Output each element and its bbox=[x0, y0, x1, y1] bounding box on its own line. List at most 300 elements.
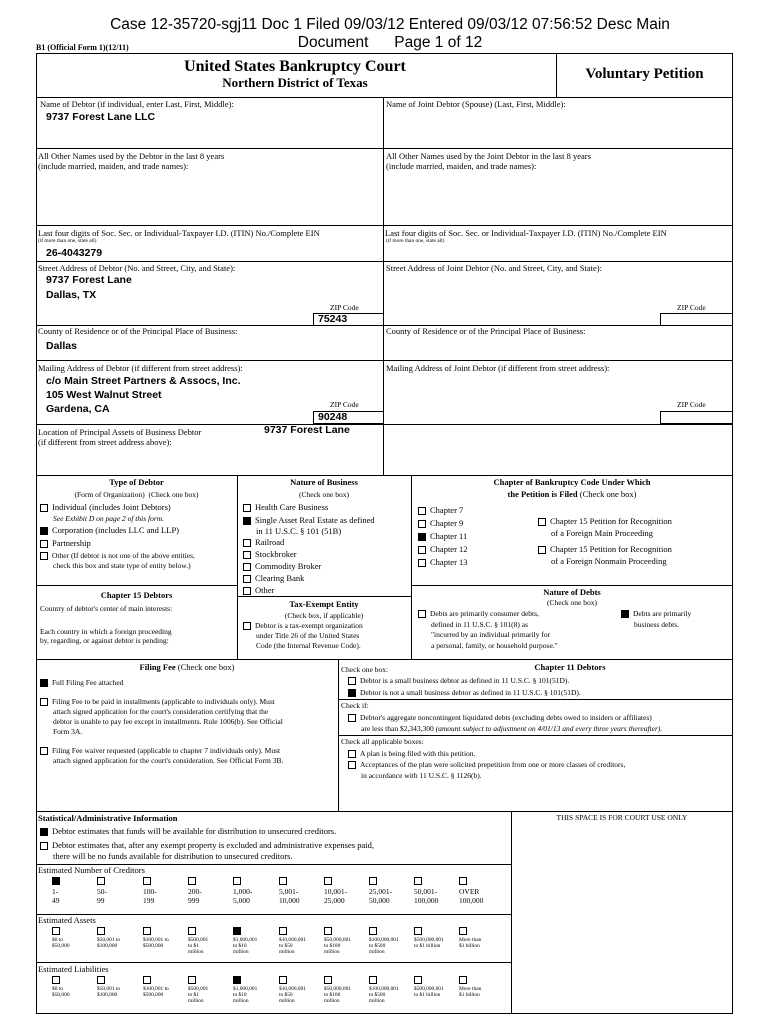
type-individual-label: Individual (includes Joint Debtors) bbox=[52, 502, 171, 512]
assets-range-label: to $100 bbox=[324, 943, 341, 950]
liabilities-range-label: million bbox=[369, 998, 385, 1005]
debtor-ein: 26-4043279 bbox=[46, 247, 103, 259]
liabilities-range-label: $50,001 to bbox=[97, 986, 121, 992]
type-individual-checkbox[interactable] bbox=[40, 504, 48, 512]
chapter-9-option[interactable] bbox=[418, 518, 463, 528]
liabilities-range-label: million bbox=[233, 998, 249, 1005]
chapter-15-nonmain-checkbox[interactable] bbox=[538, 546, 546, 554]
assets-range-label: $100,001 to bbox=[143, 937, 169, 943]
debtor-mail-3: Gardena, CA bbox=[46, 403, 110, 415]
assets-range-label: $500,000,001 bbox=[414, 937, 444, 943]
liabilities-range-label: to $500 bbox=[369, 992, 386, 999]
chapter-15-main-note: of a Foreign Main Proceeding bbox=[551, 528, 653, 538]
chapter-13-label: Chapter 13 bbox=[430, 557, 468, 567]
no-funds-line-2: there will be no funds available for distribution to unsecured creditors. bbox=[53, 851, 293, 861]
type-of-debtor-title: Type of Debtor bbox=[109, 477, 164, 487]
consumer-debts-line-4: a personal, family, or household purpose." bbox=[431, 641, 558, 650]
not-small-business-checkbox[interactable] bbox=[348, 689, 356, 697]
consumer-debts-line-3: "incurred by an individual primarily for bbox=[431, 630, 551, 639]
nb-clearing-checkbox[interactable] bbox=[243, 575, 251, 583]
debtor-street-2: Dallas, TX bbox=[46, 289, 97, 301]
liabilities-option[interactable] bbox=[52, 976, 96, 998]
chapter-7-checkbox[interactable] bbox=[418, 507, 426, 515]
liabilities-range-label: $0 to bbox=[52, 986, 63, 992]
nb-railroad-option[interactable] bbox=[243, 537, 284, 547]
tax-exempt-checkbox[interactable] bbox=[243, 622, 251, 630]
creditors-range-label: 25,001- bbox=[369, 887, 393, 897]
debtor-ein-label: Last four digits of Soc. Sec. or Individual-Taxpayer I.D. (ITIN) No./Complete EIN bbox=[38, 228, 320, 238]
chapter-15-main-label: Chapter 15 Petition for Recognition bbox=[550, 516, 672, 526]
plan-filed-label: A plan is being filed with this petition. bbox=[360, 749, 476, 758]
stats-title: Statistical/Administrative Information bbox=[38, 813, 178, 823]
creditors-option[interactable] bbox=[369, 877, 413, 905]
liabilities-range-label: million bbox=[279, 998, 295, 1005]
installment-fee-label: Filing Fee to be paid in installments (applicable to individuals only). Must bbox=[52, 697, 275, 706]
installment-fee-checkbox[interactable] bbox=[40, 698, 48, 706]
creditors-checkbox[interactable] bbox=[52, 877, 60, 885]
acceptances-line-2: in accordance with 11 U.S.C. § 1126(b). bbox=[361, 771, 482, 780]
acceptances-option[interactable] bbox=[348, 760, 625, 769]
ch11-check-one: Check one box: bbox=[341, 665, 389, 674]
chapter-15-main-option[interactable] bbox=[538, 516, 672, 526]
joint-ein-sub: (if more than one, state all) bbox=[386, 238, 445, 244]
chapter-9-checkbox[interactable] bbox=[418, 520, 426, 528]
creditors-range-label: 100,000 bbox=[414, 896, 439, 906]
nb-clearing-option[interactable] bbox=[243, 573, 304, 583]
assets-checkbox[interactable] bbox=[279, 927, 287, 935]
liabilities-range-label: million bbox=[324, 998, 340, 1005]
installment-fee-line-2: attach signed application for the court's consideration certifying that the bbox=[53, 707, 269, 716]
creditors-option[interactable] bbox=[52, 877, 96, 905]
joint-other-names-sub: (include married, maiden, and trade names): bbox=[386, 161, 537, 171]
liabilities-title: Estimated Liabilities bbox=[38, 964, 109, 974]
liabilities-range-label: $50,000 bbox=[52, 992, 70, 999]
type-partnership-checkbox[interactable] bbox=[40, 540, 48, 548]
tax-exempt-title: Tax-Exempt Entity bbox=[289, 599, 359, 609]
assets-range-label: $100,000,001 bbox=[369, 937, 399, 943]
small-business-checkbox[interactable] bbox=[348, 677, 356, 685]
joint-mail-label: Mailing Address of Joint Debtor (if different from street address): bbox=[386, 363, 610, 373]
small-business-label: Debtor is a small business debtor as defined in 11 U.S.C. § 101(51D). bbox=[360, 676, 570, 685]
funds-available-label: Debtor estimates that funds will be available for distribution to unsecured creditors. bbox=[52, 826, 337, 836]
installment-fee-line-4: Form 3A. bbox=[53, 727, 83, 736]
debtor-street-1: 9737 Forest Lane bbox=[46, 274, 132, 286]
liabilities-range-label: to $1 billion bbox=[414, 992, 441, 999]
type-individual-option[interactable] bbox=[40, 502, 171, 512]
creditors-range-label: 5,001- bbox=[279, 887, 299, 897]
assets-checkbox[interactable] bbox=[459, 927, 467, 935]
joint-county-label: County of Residence or of the Principal Place of Business: bbox=[386, 326, 586, 336]
nb-stockbroker-checkbox[interactable] bbox=[243, 551, 251, 559]
creditors-option[interactable] bbox=[324, 877, 368, 905]
assets-option[interactable] bbox=[324, 927, 368, 956]
creditors-option[interactable] bbox=[188, 877, 232, 905]
liabilities-range-label: More than bbox=[459, 986, 482, 992]
debtor-street-label: Street Address of Debtor (No. and Street, City, and State): bbox=[38, 263, 236, 273]
no-funds-checkbox[interactable] bbox=[40, 842, 48, 850]
creditors-checkbox[interactable] bbox=[324, 877, 332, 885]
assets-checkbox[interactable] bbox=[369, 927, 377, 935]
type-other-label: Other (If debtor is not one of the above entities, bbox=[52, 551, 195, 560]
liabilities-option[interactable] bbox=[279, 976, 323, 1005]
liabilities-range-label: $100,000,001 bbox=[369, 986, 399, 992]
creditors-checkbox[interactable] bbox=[369, 877, 377, 885]
creditors-range-label: 10,001- bbox=[324, 887, 348, 897]
consumer-debts-label: Debts are primarily consumer debts, bbox=[430, 609, 539, 618]
assets-option[interactable] bbox=[414, 927, 458, 949]
nb-health-option[interactable] bbox=[243, 502, 328, 512]
assets-checkbox[interactable] bbox=[414, 927, 422, 935]
liabilities-option[interactable] bbox=[143, 976, 187, 998]
assets-option[interactable] bbox=[459, 927, 503, 949]
creditors-checkbox[interactable] bbox=[459, 877, 467, 885]
liabilities-range-label: to $10 bbox=[233, 992, 247, 999]
type-other-note: check this box and state type of entity below.) bbox=[53, 561, 191, 570]
assets-range-label: million bbox=[369, 949, 385, 956]
assets-range-label: million bbox=[279, 949, 295, 956]
creditors-range-label: 200- bbox=[188, 887, 202, 897]
tax-exempt-option[interactable] bbox=[243, 621, 363, 630]
liabilities-range-label: million bbox=[188, 998, 204, 1005]
creditors-range-label: 10,000 bbox=[279, 896, 300, 906]
assets-range-label: More than bbox=[459, 937, 482, 943]
assets-range-label: $1 billion bbox=[459, 943, 480, 950]
assets-checkbox[interactable] bbox=[52, 927, 60, 935]
chapter-7-option[interactable] bbox=[418, 505, 463, 515]
creditors-range-label: 99 bbox=[97, 896, 105, 906]
nature-debts-title: Nature of Debts bbox=[543, 587, 601, 597]
chapter-15-nonmain-label: Chapter 15 Petition for Recognition bbox=[550, 544, 672, 554]
nb-commodity-option[interactable] bbox=[243, 561, 321, 571]
chapter-12-option[interactable] bbox=[418, 544, 468, 554]
aggregate-debts-option[interactable] bbox=[348, 713, 652, 722]
nb-stockbroker-option[interactable] bbox=[243, 549, 297, 559]
debtor-name: 9737 Forest Lane LLC bbox=[46, 111, 156, 123]
chapter-13-checkbox[interactable] bbox=[418, 559, 426, 567]
no-funds-label: Debtor estimates that, after any exempt property is excluded and administrative expenses paid, bbox=[52, 840, 374, 850]
creditors-checkbox[interactable] bbox=[414, 877, 422, 885]
installment-fee-option[interactable] bbox=[40, 697, 275, 706]
creditors-checkbox[interactable] bbox=[188, 877, 196, 885]
nb-single-asset-label: Single Asset Real Estate as defined bbox=[255, 515, 375, 525]
chapter15-each-1: Each country in which a foreign proceeding bbox=[40, 627, 172, 636]
acceptances-label: Acceptances of the plan were solicited prepetition from one or more classes of creditors, bbox=[360, 760, 626, 769]
business-debts-checkbox[interactable] bbox=[621, 610, 629, 618]
type-other-option[interactable] bbox=[40, 551, 195, 560]
liabilities-checkbox[interactable] bbox=[324, 976, 332, 984]
consumer-debts-checkbox[interactable] bbox=[418, 610, 426, 618]
creditors-option[interactable] bbox=[143, 877, 187, 905]
assets-range-label: $500,000 bbox=[143, 943, 164, 950]
chapter-15-nonmain-note: of a Foreign Nonmain Proceeding bbox=[551, 556, 667, 566]
nature-debts-sub: (Check one box) bbox=[547, 598, 597, 607]
creditors-title: Estimated Number of Creditors bbox=[38, 865, 145, 875]
fee-waiver-line-2: attach signed application for the court's consideration. See Official Form 3B. bbox=[53, 756, 284, 765]
nb-other-label: Other bbox=[255, 585, 275, 595]
creditors-range-label: 100,000 bbox=[459, 896, 484, 906]
consumer-debts-line-2: defined in 11 U.S.C. § 101(8) as bbox=[431, 620, 529, 629]
type-individual-note: See Exhibit D on page 2 of this form. bbox=[53, 514, 165, 523]
type-other-checkbox[interactable] bbox=[40, 552, 48, 560]
assets-option[interactable] bbox=[52, 927, 96, 949]
nb-other-option[interactable] bbox=[243, 585, 274, 595]
fee-waiver-checkbox[interactable] bbox=[40, 747, 48, 755]
chapter15-debtors-title: Chapter 15 Debtors bbox=[100, 590, 173, 600]
assets-option[interactable] bbox=[233, 927, 277, 956]
assets-range-label: to $10 bbox=[233, 943, 247, 950]
liabilities-range-label: $100,000 bbox=[97, 992, 118, 999]
liabilities-checkbox[interactable] bbox=[459, 976, 467, 984]
creditors-range-label: 50- bbox=[97, 887, 107, 897]
assets-checkbox[interactable] bbox=[324, 927, 332, 935]
assets-option[interactable] bbox=[188, 927, 232, 956]
creditors-range-label: 25,000 bbox=[324, 896, 345, 906]
funds-available-checkbox[interactable] bbox=[40, 828, 48, 836]
liabilities-range-label: $100,001 to bbox=[143, 986, 169, 992]
chapter-11-option[interactable] bbox=[418, 531, 467, 541]
nb-single-asset-note: in 11 U.S.C. § 101 (51B) bbox=[256, 526, 342, 536]
assets-option[interactable] bbox=[279, 927, 323, 956]
joint-other-names-label: All Other Names used by the Joint Debtor in the last 8 years bbox=[386, 151, 591, 161]
joint-zip-label: ZIP Code bbox=[677, 303, 706, 312]
chapter15-each-2: by, regarding, or against debtor is pending: bbox=[40, 636, 169, 645]
small-business-option[interactable] bbox=[348, 676, 569, 685]
debtor-mail-1: c/o Main Street Partners & Assocs, Inc. bbox=[46, 375, 241, 387]
creditors-range-label: OVER bbox=[459, 887, 480, 897]
liabilities-checkbox[interactable] bbox=[414, 976, 422, 984]
joint-ein-label: Last four digits of Soc. Sec. or Individual-Taxpayer I.D. (ITIN) No./Complete EIN bbox=[385, 228, 667, 238]
full-fee-checkbox[interactable] bbox=[40, 679, 48, 687]
liabilities-checkbox[interactable] bbox=[143, 976, 151, 984]
chapter-15-main-checkbox[interactable] bbox=[538, 518, 546, 526]
type-corporation-checkbox[interactable] bbox=[40, 527, 48, 535]
liabilities-checkbox[interactable] bbox=[52, 976, 60, 984]
liabilities-option[interactable] bbox=[97, 976, 141, 998]
no-funds-option[interactable] bbox=[40, 840, 374, 850]
creditors-range-label: 100- bbox=[143, 887, 157, 897]
liabilities-checkbox[interactable] bbox=[369, 976, 377, 984]
creditors-checkbox[interactable] bbox=[233, 877, 241, 885]
assets-range-label: to $500 bbox=[369, 943, 386, 950]
liabilities-option[interactable] bbox=[188, 976, 232, 1005]
creditors-checkbox[interactable] bbox=[279, 877, 287, 885]
creditors-option[interactable] bbox=[97, 877, 141, 905]
creditors-option[interactable] bbox=[459, 877, 503, 905]
creditors-range-label: 50,001- bbox=[414, 887, 438, 897]
chapter-12-checkbox[interactable] bbox=[418, 546, 426, 554]
creditors-range-label: 50,000 bbox=[369, 896, 390, 906]
type-partnership-option[interactable] bbox=[40, 538, 91, 548]
creditors-option[interactable] bbox=[233, 877, 277, 905]
assets-location-sub: (if different from street address above): bbox=[38, 437, 172, 447]
chapter-title-2: the Petition is Filed (Check one box) bbox=[507, 489, 637, 499]
nb-commodity-checkbox[interactable] bbox=[243, 563, 251, 571]
chapter-13-option[interactable] bbox=[418, 557, 468, 567]
liabilities-range-label: $50,000,001 bbox=[324, 986, 351, 992]
liabilities-range-label: $1,000,001 bbox=[233, 986, 258, 992]
debtor-county: Dallas bbox=[46, 340, 77, 352]
assets-checkbox[interactable] bbox=[188, 927, 196, 935]
tax-exempt-line-2: under Title 26 of the United States bbox=[256, 631, 360, 640]
liabilities-option[interactable] bbox=[324, 976, 368, 1005]
court-title: United States Bankruptcy Court bbox=[184, 58, 406, 75]
liabilities-option[interactable] bbox=[459, 976, 503, 998]
debtor-zip-label: ZIP Code bbox=[330, 303, 359, 312]
assets-range-label: $50,000,001 bbox=[324, 937, 351, 943]
plan-filed-checkbox[interactable] bbox=[348, 750, 356, 758]
assets-checkbox[interactable] bbox=[233, 927, 241, 935]
liabilities-range-label: $10,000,001 bbox=[279, 986, 306, 992]
assets-range-label: to $1 bbox=[188, 943, 199, 950]
debtor-ein-sub: (if more than one, state all) bbox=[38, 238, 97, 244]
fee-waiver-option[interactable] bbox=[40, 746, 280, 755]
chapter-9-label: Chapter 9 bbox=[430, 518, 464, 528]
debtor-mail-label: Mailing Address of Debtor (if different from street address): bbox=[38, 363, 243, 373]
type-of-debtor-sub: (Form of Organization) (Check one box) bbox=[74, 490, 199, 499]
liabilities-range-label: to $50 bbox=[279, 992, 293, 999]
creditors-option[interactable] bbox=[279, 877, 323, 905]
not-small-business-option[interactable] bbox=[348, 688, 581, 697]
nb-commodity-label: Commodity Broker bbox=[255, 561, 322, 571]
nb-health-checkbox[interactable] bbox=[243, 504, 251, 512]
ch11-check-all: Check all applicable boxes: bbox=[341, 737, 424, 746]
aggregate-debts-checkbox[interactable] bbox=[348, 714, 356, 722]
full-fee-label: Full Filing Fee attached bbox=[52, 678, 124, 687]
nature-business-sub: (Check one box) bbox=[299, 490, 349, 499]
chapter-7-label: Chapter 7 bbox=[430, 505, 464, 515]
ch11-debtors-title: Chapter 11 Debtors bbox=[534, 662, 606, 672]
assets-option[interactable] bbox=[97, 927, 141, 949]
joint-mail-zip-label: ZIP Code bbox=[677, 400, 706, 409]
case-header-page: Document Page 1 of 12 bbox=[297, 34, 483, 51]
assets-range-label: to $50 bbox=[279, 943, 293, 950]
chapter-12-label: Chapter 12 bbox=[430, 544, 468, 554]
aggregate-debts-line-2: are less than $2,343,300 (amount subject to adjustment on 4/01/13 and every three years thereafter). bbox=[361, 724, 663, 733]
debtor-mail-2: 105 West Walnut Street bbox=[46, 389, 162, 401]
assets-range-label: $50,001 to bbox=[97, 937, 121, 943]
tax-exempt-label: Debtor is a tax-exempt organization bbox=[255, 621, 363, 630]
nb-health-label: Health Care Business bbox=[255, 502, 329, 512]
nb-single-asset-checkbox[interactable] bbox=[243, 517, 251, 525]
nb-clearing-label: Clearing Bank bbox=[255, 573, 305, 583]
joint-name-label: Name of Joint Debtor (Spouse) (Last, First, Middle): bbox=[386, 99, 566, 109]
debtor-other-names-label: All Other Names used by the Debtor in the last 8 years bbox=[38, 151, 225, 161]
nb-other-checkbox[interactable] bbox=[243, 587, 251, 595]
assets-checkbox[interactable] bbox=[143, 927, 151, 935]
filing-fee-title: Filing Fee (Check one box) bbox=[139, 662, 235, 672]
assets-title: Estimated Assets bbox=[38, 915, 96, 925]
assets-checkbox[interactable] bbox=[97, 927, 105, 935]
liabilities-option[interactable] bbox=[414, 976, 458, 998]
assets-range-label: $50,000 bbox=[52, 943, 70, 950]
liabilities-checkbox[interactable] bbox=[279, 976, 287, 984]
creditors-range-label: 1,000- bbox=[233, 887, 253, 897]
nature-business-title: Nature of Business bbox=[290, 477, 358, 487]
chapter-11-label: Chapter 11 bbox=[430, 531, 468, 541]
assets-location-label: Location of Principal Assets of Business Debtor bbox=[38, 427, 202, 437]
consumer-debts-option[interactable] bbox=[418, 609, 539, 618]
assets-location: 9737 Forest Lane bbox=[264, 424, 350, 436]
full-fee-option[interactable] bbox=[40, 678, 123, 687]
tax-exempt-sub: (Check box, if applicable) bbox=[284, 611, 364, 620]
case-header: Case 12-35720-sgj11 Doc 1 Filed 09/03/12 Entered 09/03/12 07:56:52 Desc Main bbox=[110, 16, 670, 33]
installment-fee-line-3: debtor is unable to pay fee except in installments. Rule 1006(b). See Official bbox=[53, 717, 283, 726]
creditors-range-label: 199 bbox=[143, 896, 155, 906]
chapter15-country: Country of debtor's center of main interests: bbox=[40, 604, 173, 613]
creditors-range-label: 999 bbox=[188, 896, 200, 906]
creditors-checkbox[interactable] bbox=[97, 877, 105, 885]
nb-railroad-label: Railroad bbox=[255, 537, 285, 547]
debtor-zip: 75243 bbox=[318, 313, 348, 325]
nb-single-asset-option[interactable] bbox=[243, 515, 375, 525]
type-partnership-label: Partnership bbox=[52, 538, 91, 548]
court-use-only: THIS SPACE IS FOR COURT USE ONLY bbox=[556, 813, 688, 822]
not-small-business-label: Debtor is not a small business debtor as defined in 11 U.S.C. § 101(51D). bbox=[360, 688, 581, 697]
liabilities-range-label: $500,000 bbox=[143, 992, 164, 999]
court-district: Northern District of Texas bbox=[222, 75, 368, 90]
assets-range-label: million bbox=[188, 949, 204, 956]
fee-waiver-label: Filing Fee waiver requested (applicable to chapter 7 individuals only). Must bbox=[52, 746, 281, 755]
assets-range-label: $0 to bbox=[52, 937, 63, 943]
assets-option[interactable] bbox=[369, 927, 413, 956]
liabilities-checkbox[interactable] bbox=[233, 976, 241, 984]
assets-range-label: to $1 billion bbox=[414, 943, 441, 950]
creditors-checkbox[interactable] bbox=[143, 877, 151, 885]
business-debts-line-2: business debts. bbox=[634, 620, 679, 629]
chapter-15-nonmain-option[interactable] bbox=[538, 544, 672, 554]
liabilities-range-label: $500,000,001 bbox=[414, 986, 444, 992]
liabilities-range-label: to $100 bbox=[324, 992, 341, 999]
nb-railroad-checkbox[interactable] bbox=[243, 539, 251, 547]
liabilities-checkbox[interactable] bbox=[188, 976, 196, 984]
type-corporation-option[interactable] bbox=[40, 525, 179, 535]
assets-range-label: million bbox=[233, 949, 249, 956]
assets-range-label: million bbox=[324, 949, 340, 956]
liabilities-option[interactable] bbox=[233, 976, 277, 1005]
liabilities-option[interactable] bbox=[369, 976, 413, 1005]
funds-available-option[interactable] bbox=[40, 826, 336, 836]
petition-type: Voluntary Petition bbox=[585, 66, 704, 82]
creditors-range-label: 5,000 bbox=[233, 896, 250, 906]
acceptances-checkbox[interactable] bbox=[348, 761, 356, 769]
assets-range-label: $1,000,001 bbox=[233, 937, 258, 943]
liabilities-range-label: to $1 bbox=[188, 992, 199, 999]
assets-range-label: $10,000,001 bbox=[279, 937, 306, 943]
creditors-option[interactable] bbox=[414, 877, 458, 905]
creditors-range-label: 49 bbox=[52, 896, 60, 906]
assets-range-label: $500,001 bbox=[188, 937, 209, 943]
form-id: B1 (Official Form 1)(12/11) bbox=[36, 43, 129, 52]
ch11-check-if: Check if: bbox=[341, 701, 369, 710]
chapter-title: Chapter of Bankruptcy Code Under Which bbox=[493, 477, 651, 487]
business-debts-option[interactable] bbox=[621, 609, 691, 618]
type-corporation-label: Corporation (includes LLC and LLP) bbox=[52, 525, 180, 535]
chapter-11-checkbox[interactable] bbox=[418, 533, 426, 541]
plan-filed-option[interactable] bbox=[348, 749, 475, 758]
nb-stockbroker-label: Stockbroker bbox=[255, 549, 297, 559]
liabilities-range-label: $500,001 bbox=[188, 986, 209, 992]
assets-option[interactable] bbox=[143, 927, 187, 949]
business-debts-label: Debts are primarily bbox=[633, 609, 692, 618]
creditors-range-label: 1- bbox=[52, 887, 59, 897]
debtor-county-label: County of Residence or of the Principal Place of Business: bbox=[38, 326, 238, 336]
tax-exempt-line-3: Code (the Internal Revenue Code). bbox=[256, 641, 361, 650]
liabilities-checkbox[interactable] bbox=[97, 976, 105, 984]
debtor-name-label: Name of Debtor (if individual, enter Last, First, Middle): bbox=[40, 99, 234, 109]
debtor-other-names-sub: (include married, maiden, and trade names): bbox=[38, 161, 189, 171]
assets-range-label: $100,000 bbox=[97, 943, 118, 950]
aggregate-debts-label: Debtor's aggregate noncontingent liquidated debts (excluding debts owed to insiders or affiliates) bbox=[360, 713, 652, 722]
